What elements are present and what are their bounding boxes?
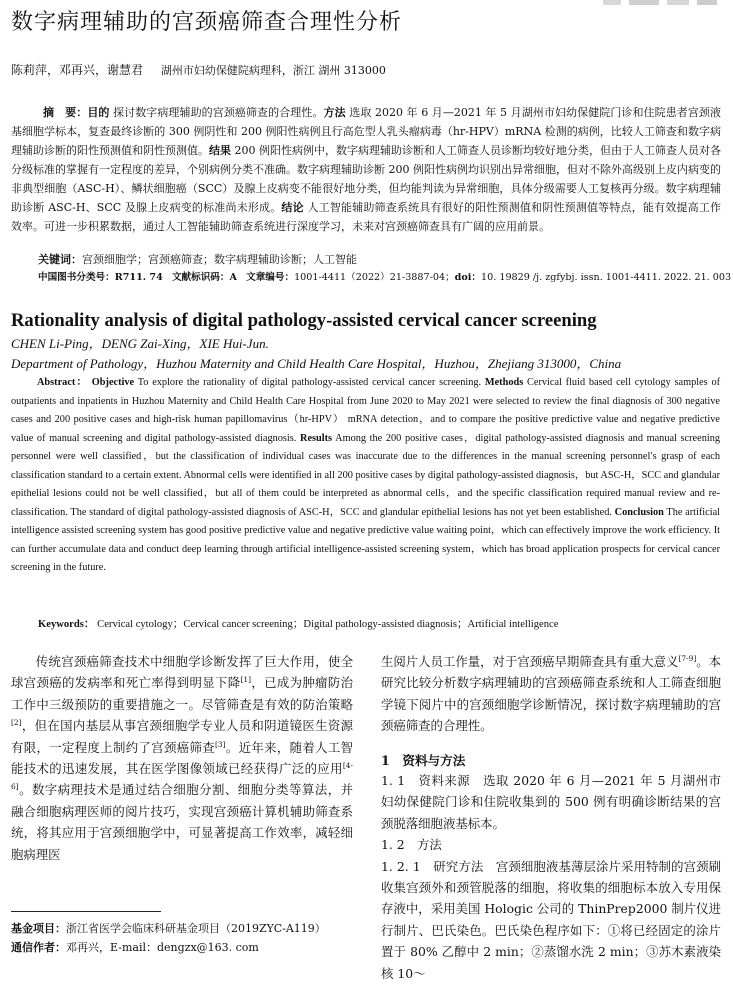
chinese-author-line — [11, 61, 386, 80]
article-number-label: 文章编号： — [246, 272, 295, 283]
conclusion-label-cn: 结论 — [281, 201, 304, 214]
citation-ref-1: [1] — [240, 675, 252, 685]
subsection-1-2-label: 1. 2 方法 — [381, 837, 442, 853]
english-affiliation: Department of Pathology，Huzhou Maternity and Child Health Care Hospital，Huzhou，Zhejiang 313000，China — [11, 356, 622, 371]
subsection-1-1-text: 选取 2020 年 6 月—2021 年 5 月湖州市妇幼保健院门诊和住院收集到的 500 例有明确诊断结果的宫颈脱落细胞液基标本。 — [381, 773, 721, 831]
abstract-label-cn: 摘 要： — [43, 106, 88, 119]
english-keywords — [38, 616, 558, 634]
article-number-value: 1001-4411（2022）21-3887-04； — [294, 272, 455, 283]
doc-code-value: A — [229, 272, 237, 283]
methods-section — [381, 770, 721, 984]
results-label-en: Results — [300, 432, 333, 444]
clc-value: R711. 74 — [114, 272, 163, 283]
results-text-en: Among the 200 positive cases，digital pathology-assisted diagnosis and manual screening personnel were well classified，but the classification of individual cases was inaccurate due to the differences in the manual screening personnel′s grasp of each classification standard to a certain extent. Abnormal cells were identified in all 200 positive cases by digital pathology-assisted diagnosis，but ASC-H，SCC and glandular epithelial lesions could not be well classified，but all of them could be interpreted as abnormal cells，and the specific classification required manual review and re-classification. The standard of digital pathology-assisted diagnosis of ASC-H，SCC and glandular epithelial lesions has not yet been established. — [11, 432, 720, 518]
intro-right-text-1: 生阅片人员工作量，对于宫颈癌早期筛查具有重大意义 — [381, 654, 679, 669]
footnote-divider — [11, 911, 161, 912]
header-decoration — [603, 0, 723, 6]
corresponding-author-text: 邓再兴，E-mail：dengzx@163. com — [66, 941, 259, 954]
methods-label-cn: 方法 — [323, 106, 346, 119]
conclusion-text-en: The artificial intelligence assisted screening system has good positive predictive value and negative predictive value waiting point，which can effectively improve the work efficiency. It can further accumulate data and conduct deep learning through artificial intelligence-assisted screening system，which has broad application prospects for cervical cancer screening in the future. — [11, 506, 720, 573]
conclusion-label-en: Conclusion — [614, 506, 664, 518]
subsection-1-1-label: 1. 1 资料来源 — [381, 773, 471, 788]
methods-label-en: Methods — [484, 377, 524, 388]
doi-value: 10. 19829 /j. zgfybj. issn. 1001-4411. 2022. 21. 003 — [481, 272, 732, 283]
citation-ref-2: [2] — [11, 718, 22, 728]
keywords-label-cn: 关键词： — [38, 253, 82, 266]
intro-paragraph-right — [381, 651, 721, 737]
abstract-label-en: Abstract： — [37, 377, 88, 388]
intro-text-4: 。近年来，随着人工智能技术的迅速发展，其在医学图像领域已经获得广泛的应用 — [11, 739, 354, 777]
chinese-affiliation: 湖州市妇幼保健院病理科，浙江 湖州 313000 — [160, 64, 386, 77]
citation-ref-4-6: [4-6] — [11, 760, 353, 792]
clc-label: 中国图书分类号： — [38, 272, 115, 283]
citation-ref-7-9: [7-9] — [678, 653, 697, 663]
citation-ref-3: [3] — [215, 739, 226, 749]
intro-text-1: 传统宫颈癌筛查技术中细胞学诊断发挥了巨大作用，使全球宫颈癌的发病率和死亡率得到明显下降 — [11, 654, 353, 691]
chinese-abstract — [11, 103, 721, 236]
corresponding-author-label: 通信作者： — [11, 941, 66, 954]
footnote — [11, 919, 353, 957]
objective-label-en: Objective — [91, 377, 135, 388]
intro-text-5: 。数字病理技术是通过结合细胞分割、细胞分类等算法，并融合细胞病理医师的阅片技巧，实现宫颈癌计算机辅助筛查系统，将其应用于宫颈细胞学中，可显著提高工作效率，减轻细胞病理医 — [11, 782, 353, 862]
intro-text-3: ，但在国内基层从事宫颈细胞学专业人员和阴道镜医生资源有限，一定程度上制约了宫颈癌筛查 — [11, 718, 353, 755]
fund-label: 基金项目： — [11, 922, 66, 935]
intro-paragraph-left — [11, 651, 353, 865]
subsection-1-2-1-text: 宫颈细胞液基薄层涂片采用特制的宫颈刷收集宫颈外和颈管脱落的细胞，将收集的细胞标本放入专用保存液中，采用美国 Hologic 公司的 ThinPrep2000 制片仪进行制片、巴氏染色。巴氏染色程序如下：①将已经固定的涂片置于 80% 乙醇中 2 min；②蒸馏水洗 2 min；③苏木素液染核 10～ — [381, 858, 722, 981]
subsection-1-2-1-label: 1. 2. 1 研究方法 — [381, 858, 484, 874]
doc-code-label: 文献标识码： — [171, 272, 230, 283]
methods-text-en: Cervical fluid based cell cytology samples of outpatients and inpatients in Huzhou Maternity and Child Health Care Hospital from June 2020 to May 2021 were selected to review the final diagnosis of 300 negative cases and 200 positive cases and high-risk human papillomavirus（hr-HPV） mRNA detection，and to compare the positive predictive value and negative predictive value of manual screening and digital pathology-assisted diagnosis. — [11, 377, 721, 444]
chinese-authors: 陈莉萍，邓再兴，谢慧君 — [11, 63, 144, 77]
keywords-text-en: Cervical cytology；Cervical cancer screening；Digital pathology-assisted diagnosis；Artificial intelligence — [97, 619, 559, 630]
doi-label: doi： — [454, 272, 482, 283]
methods-text-cn: 选取 2020 年 6 月—2021 年 5 月湖州市妇幼保健院门诊和住院患者宫颈液基细胞学标本，复查最终诊断的 300 例阴性和 200 例阳性病例且行高危型人乳头瘤病毒（hr-HPV）mRNA 检测的病例，比较人工筛查和数字病理辅助诊断的阳性预测值和阴性预测值。 — [11, 106, 722, 157]
section-heading-materials-methods: 1 资料与方法 — [381, 753, 466, 768]
keywords-label-en: Keywords： — [38, 619, 95, 630]
results-text-cn: 200 例阳性病例中，数字病理辅助诊断和人工筛查人员诊断均较好地分类，但由于人工筛查人员对各分级标准的掌握有一定程度的差异，个别病例分类不准确。数字病理辅助诊断 200 例阳性病例均识别出异常细胞，但对不除外高级别上皮内病变的非典型细胞（ASC-H）、鳞状细胞癌（SCC）及腺上皮病变不能很好地分类，但均能判读为异常细胞，具体分级需要人工复核再分级。数字病理辅助诊断 ASC-H、SCC 及腺上皮病变的标准尚未形成。 — [11, 144, 721, 214]
chinese-keywords — [38, 251, 357, 269]
keywords-text-cn: 宫颈细胞学；宫颈癌筛查；数字病理辅助诊断；人工智能 — [82, 253, 357, 266]
english-abstract — [11, 374, 720, 578]
intro-text-2: ，已成为肿瘤防治工作中三级预防的重要措施之一。尽管筛查是有效的防治策略 — [11, 675, 354, 712]
conclusion-text-cn: 人工智能辅助筛查系统具有很好的阳性预测值和阴性预测值等特点，能有效提高工作效率。可进一步积累数据，通过人工智能辅助筛查系统进行深度学习，未来对宫颈癌筛查具有广阔的应用前景。 — [11, 201, 722, 233]
results-label-cn: 结果 — [209, 144, 231, 157]
objective-text-en: To explore the rationality of digital pathology-assisted cervical cancer screening. — [137, 377, 482, 388]
classification-line — [38, 270, 731, 286]
objective-label-cn: 目的 — [87, 106, 110, 119]
intro-right-text-2: 。本研究比较分析数字病理辅助的宫颈癌筛查系统和人工筛查细胞学镜下阅片中的宫颈细胞学诊断情况，探讨数字病理辅助的宫颈癌筛查的合理性。 — [381, 654, 722, 734]
objective-text-cn: 探讨数字病理辅助的宫颈癌筛查的合理性。 — [113, 106, 324, 119]
chinese-title: 数字病理辅助的宫颈癌筛查合理性分析 — [11, 10, 403, 35]
english-authors: CHEN Li-Ping，DENG Zai-Xing，XIE Hui-Jun. — [11, 336, 269, 351]
english-title: Rationality analysis of digital pathology-assisted cervical cancer screening — [11, 310, 597, 331]
fund-text: 浙江省医学会临床科研基金项目（2019ZYC-A119） — [66, 922, 326, 935]
